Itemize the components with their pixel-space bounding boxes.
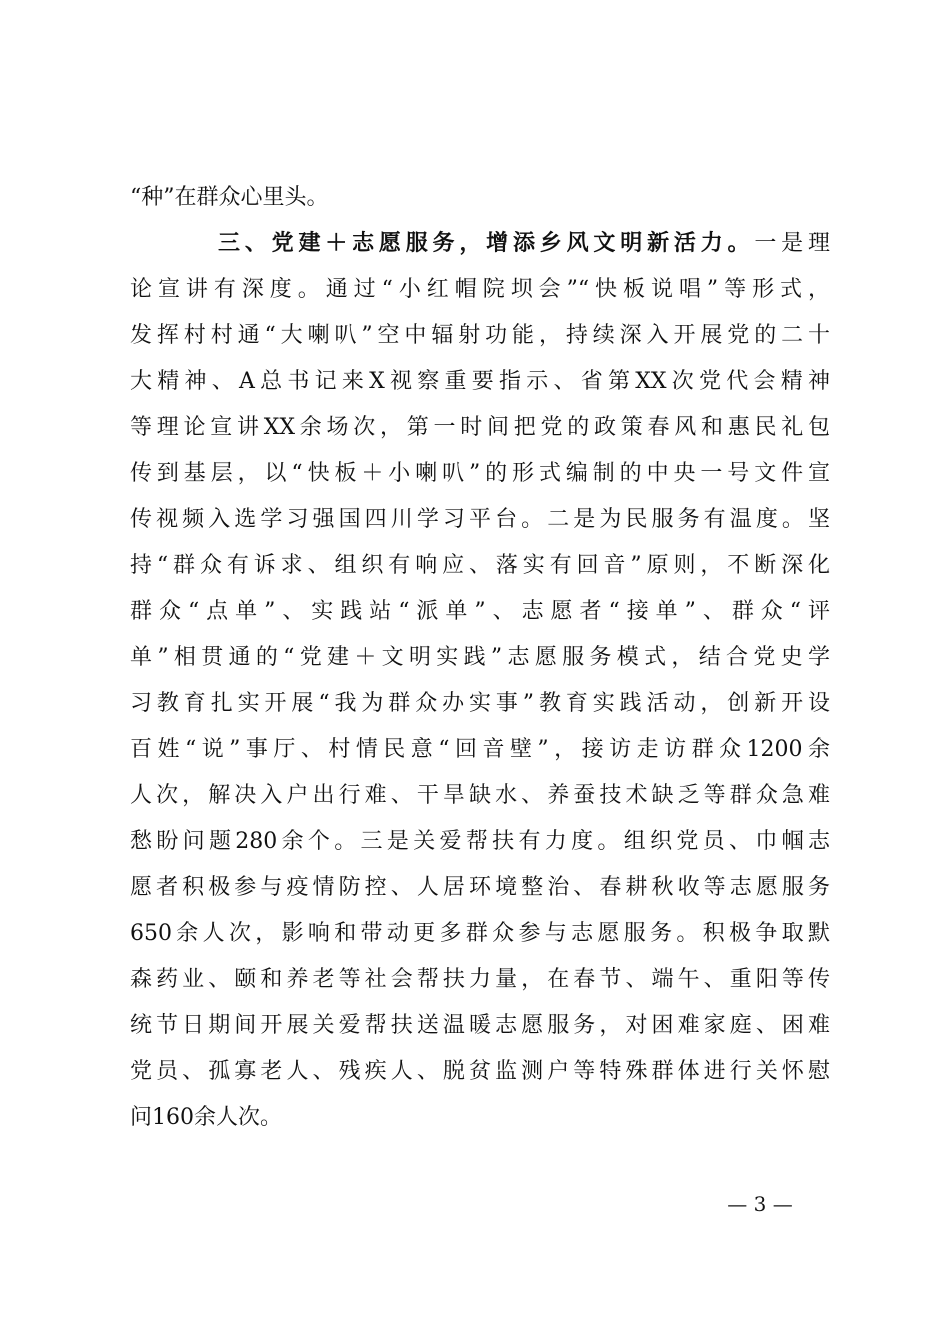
- paragraph-line: 单”相贯通的“党建＋文明实践”志愿服务模式，结合党史学: [130, 645, 830, 670]
- paragraph-line: 问160余人次。: [130, 1105, 282, 1130]
- paragraph-line: 等理论宣讲XX余场次，第一时间把党的政策春风和惠民礼包: [130, 415, 830, 440]
- paragraph-line: “种”在群众心里头。: [130, 185, 329, 210]
- paragraph-line: 森药业、颐和养老等社会帮扶力量，在春节、端午、重阳等传: [130, 967, 830, 992]
- section-heading-tail: 一是理: [754, 231, 830, 256]
- paragraph-line: 传到基层，以“快板＋小喇叭”的形式编制的中央一号文件宣: [130, 461, 830, 486]
- section-heading-line: [218, 229, 830, 259]
- paragraph-line: 论宣讲有深度。通过“小红帽院坝会”“快板说唱”等形式，: [130, 277, 830, 302]
- paragraph-line: 发挥村村通“大喇叭”空中辐射功能，持续深入开展党的二十: [130, 323, 830, 348]
- paragraph-line: 传视频入选学习强国四川学习平台。二是为民服务有温度。坚: [130, 507, 830, 532]
- paragraph-line: 党员、孤寡老人、残疾人、脱贫监测户等特殊群体进行关怀慰: [130, 1059, 830, 1084]
- paragraph-line: 愁盼问题280余个。三是关爱帮扶有力度。组织党员、巾帼志: [130, 829, 830, 854]
- paragraph-line: 百姓“说”事厅、村情民意“回音壁”，接访走访群众1200余: [130, 737, 830, 762]
- section-heading: 三、党建＋志愿服务，增添乡风文明新活力。: [218, 231, 755, 256]
- paragraph-line: 群众“点单”、实践站“派单”、志愿者“接单”、群众“评: [130, 599, 830, 624]
- paragraph-line: 习教育扎实开展“我为群众办实事”教育实践活动，创新开设: [130, 691, 830, 716]
- paragraph-line: 统节日期间开展关爱帮扶送温暖志愿服务，对困难家庭、困难: [130, 1013, 830, 1038]
- paragraph-line: 愿者积极参与疫情防控、人居环境整治、春耕秋收等志愿服务: [130, 875, 830, 900]
- paragraph-line: 持“群众有诉求、组织有响应、落实有回音”原则，不断深化: [130, 553, 830, 578]
- paragraph-line: 650余人次，影响和带动更多群众参与志愿服务。积极争取默: [130, 921, 830, 946]
- page-number: — 3 —: [727, 1192, 793, 1216]
- paragraph-line: 大精神、A总书记来X视察重要指示、省第XX次党代会精神: [130, 369, 830, 394]
- paragraph-line: 人次，解决入户出行难、干旱缺水、养蚕技术缺乏等群众急难: [130, 783, 830, 808]
